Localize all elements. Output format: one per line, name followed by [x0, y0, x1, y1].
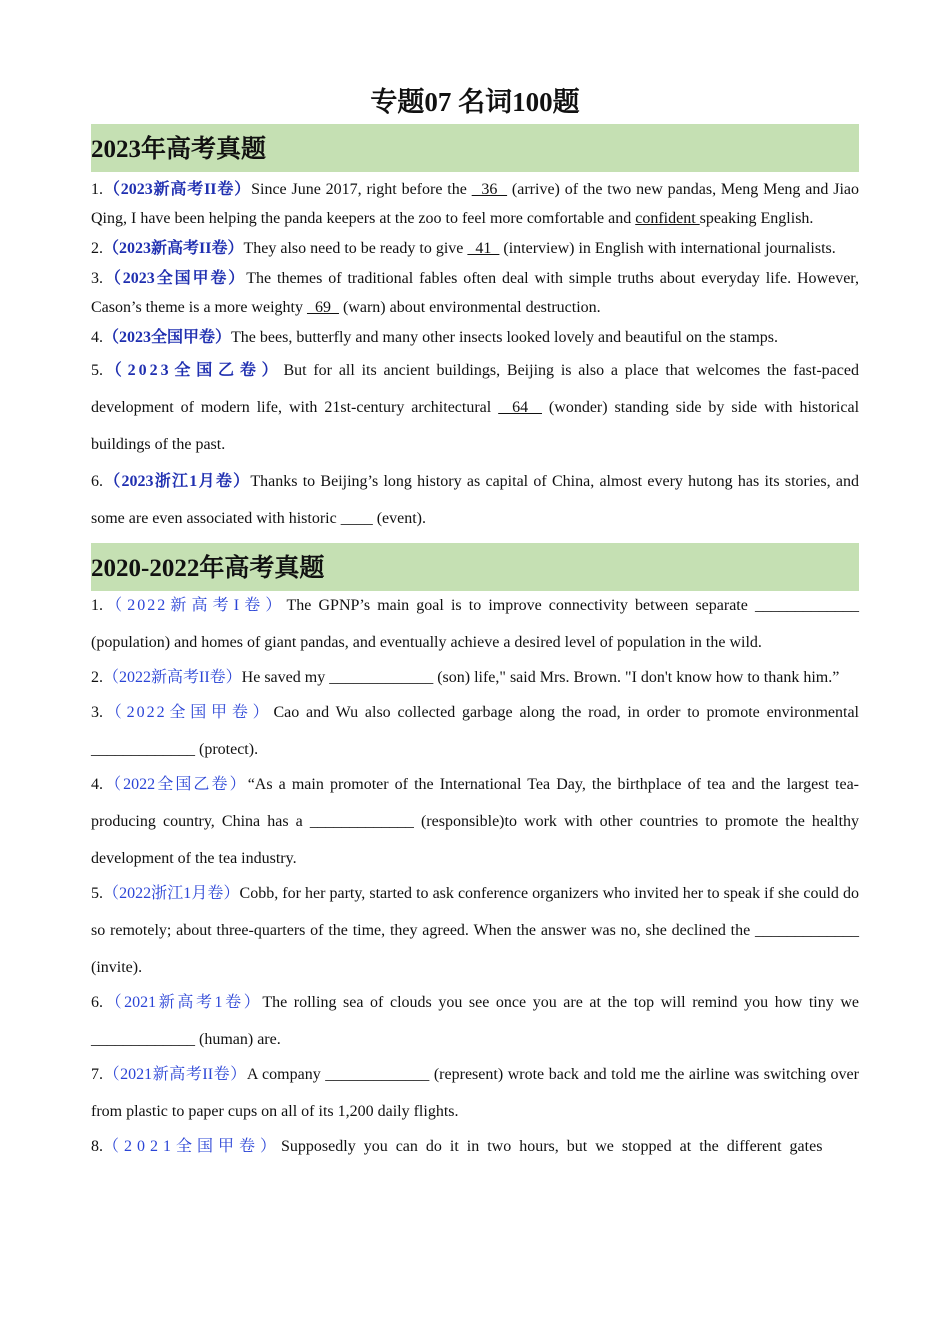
question-2021-8: 8.（2021全国甲卷）Supposedly you can do it in two hours, but we stopped at the different gates [91, 1138, 823, 1155]
question-source: （2023全国甲卷） [103, 270, 247, 287]
question-2021-6: 6.（2021新高考1卷）The rolling sea of clouds you see once you are at the top will remind you how tiny we _____________ (human) are. [91, 994, 859, 1048]
question-2022-4: 4.（2022全国乙卷）“As a main promoter of the International Tea Day, the birthplace of tea and the largest tea-producing country, China has a _____________ (responsible)to work with other countries to promote the healthy development of the tea industry. [91, 776, 860, 867]
document-page [91, 80, 859, 1165]
question-2022-5: 5.（2022浙江1月卷）Cobb, for her party, started to ask conference organizers who invited her to speak if she could do so remotely; about three-quarters of the time, they agreed. When the answer was no, she declined the _____________ (invite). [91, 885, 859, 976]
answer-blank: 36 [471, 181, 508, 198]
answer-blank: 41 [467, 240, 500, 257]
question-2023-5: 5.（2023全国乙卷）But for all its ancient buildings, Beijing is also a place that welcomes the fast-paced development of modern life, with 21st-century architectural 64 (wonder) standing side by side with historical buildings of the past. [91, 362, 860, 453]
answer-blank: _____________ [755, 597, 859, 614]
page-title: 专题07 名词100题 [370, 87, 580, 117]
answer-blank: _____________ [755, 922, 859, 939]
section-heading-2023: 2023年高考真题 [91, 124, 859, 172]
question-source: （2023浙江1月卷） [103, 473, 251, 490]
answer-blank: _____________ [329, 669, 434, 686]
question-2023-1: 1.（2023新高考II卷）Since June 2017, right before the 36 (arrive) of the two new pandas, Meng Meng and Jiao Qing, I have been helping the panda keepers at the zoo to feel more comfortable and confident speaking English. [91, 181, 860, 227]
question-2023-6: 6.（2023浙江1月卷）Thanks to Beijing’s long history as capital of China, almost every hutong has its stories, and some are even associated with historic ____ (event). [91, 473, 859, 527]
question-source: （2023全国乙卷） [103, 362, 284, 379]
question-source: （2022新高考II卷） [103, 669, 242, 686]
question-source: （2022浙江1月卷） [103, 885, 240, 902]
answer-blank: _____________ [325, 1066, 430, 1083]
question-2021-7: 7.（2021新高考II卷）A company _____________ (represent) wrote back and told me the airline was switching over from plastic to paper cups on all of its 1,200 daily flights. [91, 1066, 859, 1120]
answer-blank: _____________ [309, 813, 414, 830]
question-source: （2022新高考I卷） [103, 597, 287, 614]
answer-blank: _____________ [91, 741, 195, 758]
question-2023-2: 2.（2023新高考II卷）They also need to be ready to give 41 (interview) in English with international journalists. [91, 240, 836, 257]
question-2023-4: 4.（2023全国甲卷）The bees, butterfly and many other insects looked lovely and beautiful on the stamps. [91, 329, 778, 346]
question-2022-2: 2.（2022新高考II卷）He saved my _____________ (son) life," said Mrs. Brown. "I don't know how to thank him.” [91, 669, 840, 686]
answer-blank: 64 [498, 399, 542, 416]
question-source: （2021新高考1卷） [103, 994, 263, 1011]
question-source: （2023新高考II卷） [103, 181, 252, 198]
section-heading-2020-2022: 2020-2022年高考真题 [91, 543, 859, 591]
question-source: （2023新高考II卷） [103, 240, 244, 257]
question-2023-3: 3.（2023全国甲卷）The themes of traditional fables often deal with simple truths about everyday life. However, Cason’s theme is a more weighty 69 (warn) about environmental destruction. [91, 270, 859, 316]
answer-blank: 69 [306, 299, 339, 316]
question-source: （2022全国乙卷） [103, 776, 248, 793]
question-source: （2023全国甲卷） [103, 329, 232, 346]
answer-blank: ____ [340, 510, 373, 527]
answer-blank: _____________ [91, 1031, 195, 1048]
question-source: （2021新高考II卷） [103, 1066, 247, 1083]
question-source: （2022全国甲卷） [103, 704, 274, 721]
underlined-word: confident [635, 210, 700, 227]
question-2022-1: 1.（2022新高考I卷）The GPNP’s main goal is to improve connectivity between separate _____________ (population) and homes of giant pandas, and eventually achieve a desired level of population in the wild. [91, 597, 859, 651]
question-source: （2021全国甲卷） [103, 1138, 282, 1155]
question-2022-3: 3.（2022全国甲卷）Cao and Wu also collected garbage along the road, in order to promote environmental _____________ (protect). [91, 704, 859, 758]
